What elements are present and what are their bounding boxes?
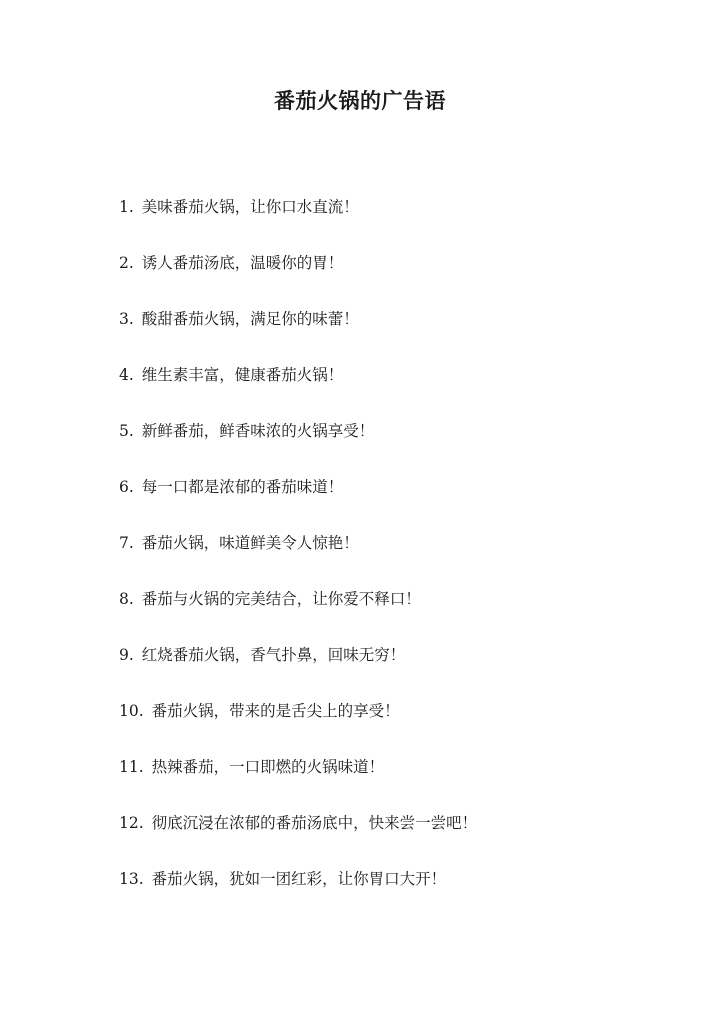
list-item [119,531,679,587]
list-item [119,251,679,307]
item-number: 9. [119,646,134,664]
item-number: 6. [119,478,134,496]
item-text: 维生素丰富，健康番茄火锅！ [141,366,344,384]
item-number: 13. [119,870,144,888]
list-item [119,419,679,475]
list-item [119,643,679,699]
item-text: 每一口都是浓郁的番茄味道！ [141,478,344,496]
item-text: 番茄火锅，犹如一团红彩，让你胃口大开！ [151,870,447,888]
list-item [119,363,679,419]
item-text: 热辣番茄，一口即燃的火锅味道！ [151,758,385,776]
item-text: 红烧番茄火锅，香气扑鼻，回味无穷！ [141,646,406,664]
item-number: 1. [119,198,134,216]
list-item [119,699,679,755]
item-number: 4. [119,366,134,384]
list-item [119,811,679,867]
item-text: 新鲜番茄，鲜香味浓的火锅享受！ [141,422,375,440]
item-number: 8. [119,590,134,608]
item-number: 3. [119,310,134,328]
item-number: 10. [119,702,144,720]
item-number: 12. [119,814,144,832]
list-item [119,867,679,923]
item-text: 诱人番茄汤底，温暖你的胃！ [141,254,344,272]
list-item [119,195,679,251]
list-item [119,307,679,363]
document-title: 番茄火锅的广告语 [274,88,446,113]
list-item [119,475,679,531]
list-item [119,587,679,643]
item-text: 彻底沉浸在浓郁的番茄汤底中，快来尝一尝吧！ [151,814,478,832]
list-item [119,755,679,811]
item-text: 美味番茄火锅，让你口水直流！ [141,198,359,216]
item-number: 11. [119,758,144,776]
item-number: 7. [119,534,134,552]
item-number: 2. [119,254,134,272]
item-text: 番茄与火锅的完美结合，让你爱不释口！ [141,590,421,608]
slogan-list [119,195,679,923]
item-text: 酸甜番茄火锅，满足你的味蕾！ [141,310,359,328]
item-text: 番茄火锅，带来的是舌尖上的享受！ [151,702,400,720]
item-number: 5. [119,422,134,440]
item-text: 番茄火锅，味道鲜美令人惊艳！ [141,534,359,552]
